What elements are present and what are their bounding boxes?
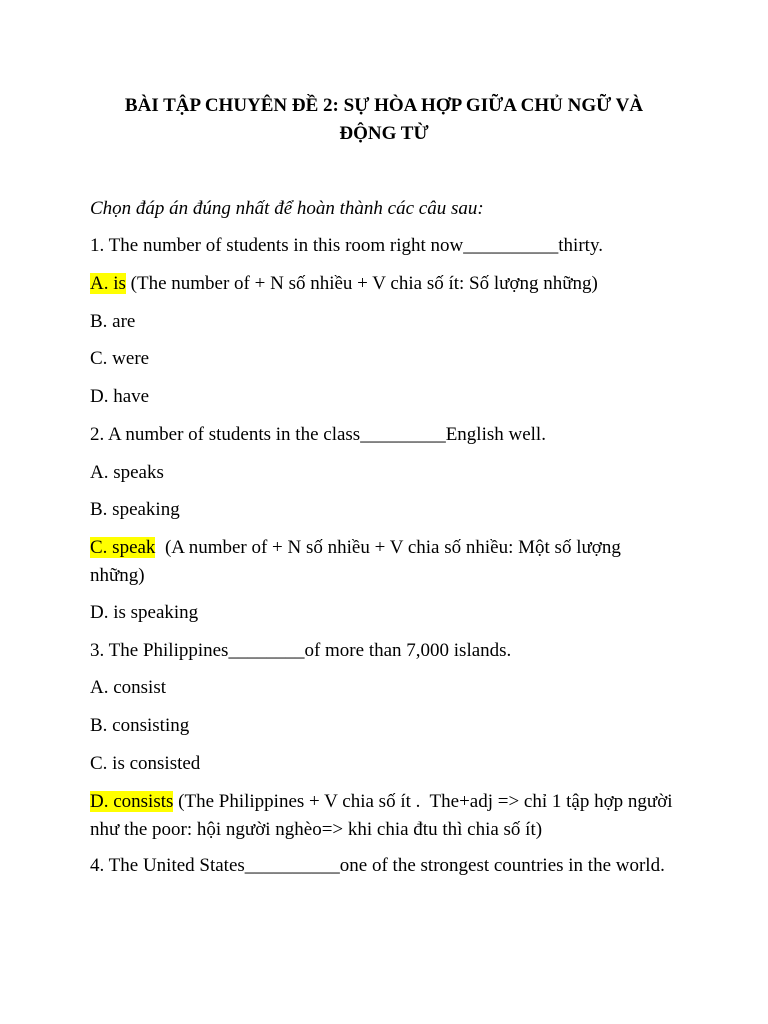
q3-option-d [90,788,680,844]
question-1: 1. The number of students in this room right now__________thirty. [90,235,603,256]
q3-option-c: C. is consisted [90,753,201,774]
question-3: 3. The Philippines________of more than 7,000 islands. [90,640,512,661]
question-4: 4. The United States__________one of the strongest countries in the world. [90,855,665,876]
q3-answer-note: (The Philippines + V chia số ít . The+adj => chỉ 1 tập hợp người như the poor: hội người nghèo=> khi chia đtu thì chia số ít) [90,791,678,840]
q1-option-a [90,270,680,298]
q3-option-a: A. consist [90,677,166,698]
q3-answer-highlight: D. consists [90,791,174,812]
q2-option-a: A. speaks [90,462,164,483]
q1-option-c: C. were [90,348,150,369]
q2-answer-note: (A number of + N số nhiều + V chia số nhiều: Một số lượng những) [90,537,626,586]
q1-answer-note: (The number of + N số nhiều + V chia số ít: Số lượng những) [125,273,598,294]
q1-option-b: B. are [90,311,136,332]
q2-option-d: D. is speaking [90,602,199,623]
q3-option-b: B. consisting [90,715,190,736]
q2-option-b: B. speaking [90,499,180,520]
q1-option-d: D. have [90,386,150,407]
instruction-text: Chọn đáp án đúng nhất để hoàn thành các câu sau: [90,198,484,219]
page-title: BÀI TẬP CHUYÊN ĐỀ 2: SỰ HÒA HỢP GIỮA CHỦ NGỮ VÀ ĐỘNG TỪ [124,95,644,144]
q2-option-c [90,534,680,590]
q2-answer-highlight: C. speak [90,537,156,558]
q1-answer-highlight: A. is [90,273,126,294]
question-2: 2. A number of students in the class_________English well. [90,424,546,445]
